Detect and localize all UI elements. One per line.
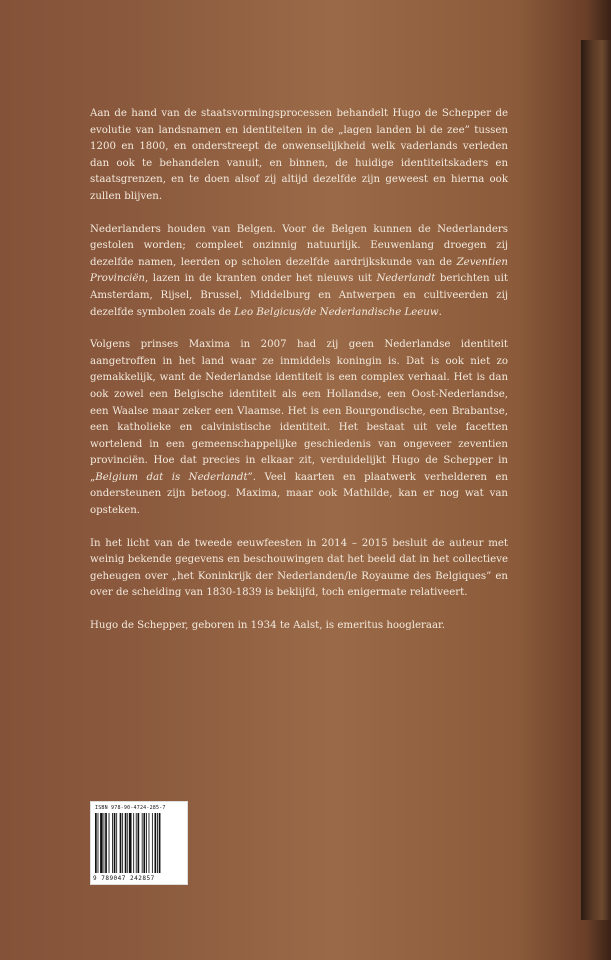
barcode-bar <box>120 813 122 873</box>
barcode-bar <box>138 813 140 873</box>
author-bio: Hugo de Schepper, geboren in 1934 te Aalst, is emeritus hoogleraar. <box>90 620 446 632</box>
barcode-bar <box>105 813 107 873</box>
blurb-paragraph-4: In het licht van de tweede eeuwfeesten in 2014 – 2015 besluit de auteur met weinig bekende gegevens en beschouwingen dat het beeld dat in het collectieve geheugen over „het Koninkrijk der Nederlanden/le Royaume des Belgiques” en over de scheiding van 1830-1839 is beklijfd, toch enigermate relativeert. <box>90 537 508 599</box>
barcode-bar <box>104 813 105 873</box>
front-cover-edge <box>581 40 611 920</box>
barcode-bar <box>143 813 145 873</box>
barcode-bar <box>159 813 161 873</box>
barcode-bar <box>129 813 132 873</box>
barcode-bar <box>100 813 103 873</box>
isbn-label: ISBN 978-90-4724-285-7 <box>95 805 166 811</box>
blurb-paragraph-3: Volgens prinses Maxima in 2007 had zij geen Nederlandse identiteit aangetroffen in het land waar ze inmiddels koningin is. Dat is ook niet zo gemakkelijk, want de Nederlandse identiteit is een complex verhaal. Het is dan ook zowel een Belgische identiteit als een Hollandse, een Oost-Nederlandse, een Waalse maar zeker een Vlaamse. Het is een Bourgondische, een Brabantse, een katholieke en calvinistische identiteit. Het bestaat uit vele facetten wortelend in een gemeenschappelijke geschiedenis van ongeveer zeventien provinciën. Hoe dat precies in elkaar zit, verduidelijkt Hugo de Schepper in „Belgium dat is Nederlandt”. Veel kaarten en plaatwerk verhelderen en ondersteunen zijn betoog. Maxima, maar ook Mathilde, kan er nog wat van opsteken. <box>90 339 508 517</box>
barcode-bar <box>146 813 147 873</box>
back-cover-blurb <box>90 106 508 651</box>
barcode-bar <box>127 813 128 873</box>
barcode-bar <box>114 813 116 873</box>
barcode-bars <box>95 813 183 873</box>
barcode-bar <box>112 813 113 873</box>
blurb-paragraph-1: Aan de hand van de staatsvormingsprocessen behandelt Hugo de Schepper de evolutie van landsnamen en identiteiten in de „lagen landen bi de zee” tussen 1200 en 1800, en onderstreept de onwenselijkheid welk vaderlands verleden dan ook te behandelen vanuit, en binnen, de huidige identiteitskaders en staatsgrenzen, en te doen alsof zij altijd dezelfde zijn geweest en hierna ook zullen blijven. <box>90 108 508 202</box>
barcode-bar <box>95 813 97 873</box>
barcode-bar <box>133 813 134 873</box>
barcode-bar <box>98 813 99 873</box>
barcode-bar <box>116 813 117 873</box>
barcode-bar <box>142 813 143 873</box>
barcode-bar <box>155 813 157 873</box>
barcode-bar <box>152 813 153 873</box>
barcode-bar <box>122 813 123 873</box>
barcode-bar <box>136 813 137 873</box>
barcode-digits: 9 789047 242857 <box>93 875 155 882</box>
blurb-paragraph-2: Nederlanders houden van Belgen. Voor de Belgen kunnen de Nederlanders gestolen worden; compleet onzinnig natuurlijk. Eeuwenlang droegen zij dezelfde namen, leerden op scholen dezelfde aardrijkskunde van de Zeventien Provinciën, lazen in de kranten onder het nieuws uit Nederlandt berichten uit Amsterdam, Rijsel, Brussel, Middelburg en Antwerpen en cultiveerden zij dezelfde symbolen zoals de Leo Belgicus/de Nederlandische Leeuw. <box>90 223 508 318</box>
barcode-bar <box>149 813 150 873</box>
barcode-bar <box>109 813 110 873</box>
barcode <box>90 801 188 885</box>
barcode-bar <box>157 813 158 873</box>
barcode-bar <box>125 813 127 873</box>
